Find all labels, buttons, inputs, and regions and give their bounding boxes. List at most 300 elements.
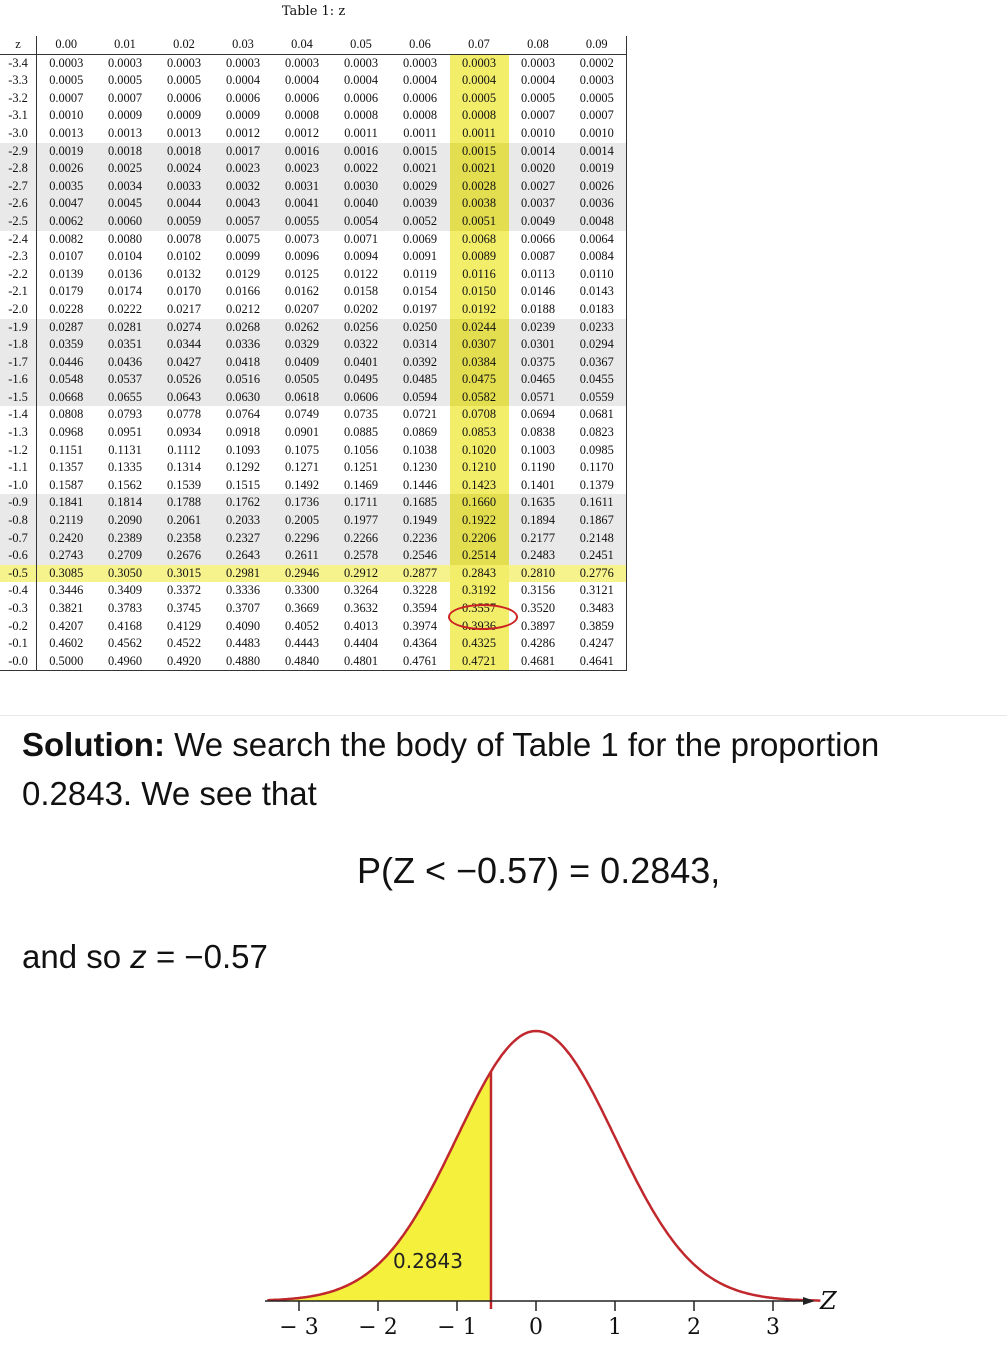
table-cell: 0.2843 [450,565,509,583]
table-row [0,213,627,231]
table-cell: 0.0082 [49,231,84,246]
table-cell: 0.0037 [520,196,556,211]
table-cell: 0.1894 [520,513,556,528]
table-cell: 0.0013 [49,125,84,140]
table-cell: 0.0630 [225,389,261,404]
table-cell: 0.3483 [568,600,627,618]
table-row [0,618,627,636]
table-cell: 0.0314 [402,337,438,352]
table-cell: 0.0011 [403,125,437,140]
table-cell: 0.2877 [402,565,438,580]
table-cell: 0.1401 [520,477,556,492]
table-cell: 0.1762 [225,495,261,510]
table-cell: 0.1685 [402,495,438,510]
table-cell: 0.0078 [166,231,202,246]
table-cell: 0.0548 [49,372,84,387]
table-cell: 0.0113 [521,266,555,281]
table-cell: 0.0005 [520,90,556,105]
table-cell: 0.3121 [568,582,627,600]
row-z-value: -0.7 [0,530,37,548]
table-cell: 0.1611 [568,494,627,512]
table-cell: 0.0015 [450,143,509,161]
table-cell: 0.0344 [166,337,202,352]
table-cell: 0.1814 [107,495,143,510]
table-cell: 0.2389 [107,530,143,545]
table-row [0,653,627,671]
z-table [0,36,627,671]
row-z-value: -3.3 [0,72,37,90]
table-cell: 0.0044 [166,196,202,211]
table-cell: 0.0192 [450,301,509,319]
table-cell: 0.0008 [284,108,320,123]
table-cell: 0.0582 [450,389,509,407]
table-cell: 0.0003 [49,55,84,70]
table-cell: 0.1379 [568,477,627,495]
row-z-value: -0.1 [0,635,37,653]
z-axis-tick-label: − 3 [279,1315,319,1340]
table-cell: 0.0154 [402,284,438,299]
table-cell: 0.0094 [343,249,379,264]
table-cell: 0.3336 [225,583,261,598]
table-cell: 0.3156 [520,583,556,598]
table-cell: 0.0024 [166,161,202,176]
table-cell: 0.0885 [343,425,379,440]
table-cell: 0.0594 [402,389,438,404]
table-cell: 0.0764 [225,407,261,422]
table-cell: 0.0183 [568,301,627,319]
solution-label: Solution: [22,726,165,763]
conclusion-prefix: and so [22,938,122,975]
table-cell: 0.0006 [284,90,320,105]
table-cell: 0.0003 [107,55,143,70]
table-cell: 0.0287 [49,319,84,334]
row-z-value: -0.5 [0,565,37,583]
table-cell: 0.2420 [49,530,84,545]
table-cell: 0.1170 [568,459,627,477]
table-cell: 0.0735 [343,407,379,422]
table-cell: 0.0401 [343,354,379,369]
table-cell: 0.0007 [568,107,627,125]
table-cell: 0.0043 [225,196,261,211]
table-cell: 0.0004 [343,73,379,88]
table-cell: 0.0409 [284,354,320,369]
table-cell: 0.0418 [225,354,261,369]
table-cell: 0.0052 [402,213,438,228]
table-cell: 0.1357 [49,460,84,475]
table-cell: 0.0030 [343,178,379,193]
table-row [0,283,627,301]
table-cell: 0.0158 [343,284,379,299]
row-z-value: -0.2 [0,618,37,636]
row-z-value: -0.8 [0,512,37,530]
table-cell: 0.0139 [49,266,84,281]
table-cell: 0.4920 [155,653,214,671]
table-cell: 0.0026 [568,178,627,196]
conclusion-line [22,938,268,976]
table-row [0,424,627,442]
table-cell: 0.4168 [107,618,143,633]
table-cell: 0.0170 [166,284,202,299]
row-z-value: -2.6 [0,195,37,213]
table-cell: 0.4483 [225,636,261,651]
z-table-body [0,54,627,671]
table-cell: 0.0089 [450,248,509,266]
table-cell: 0.0985 [568,442,627,460]
table-cell: 0.3050 [107,565,143,580]
row-z-value: -2.2 [0,266,37,284]
row-z-value: -0.9 [0,494,37,512]
table-cell: 0.0025 [107,161,143,176]
table-cell: 0.2578 [343,548,379,563]
table-cell: 0.2033 [225,513,261,528]
table-cell: 0.0301 [520,337,556,352]
table-cell: 0.0015 [402,143,438,158]
header-col-0.03: 0.03 [214,36,273,54]
table-cell: 0.0060 [107,213,143,228]
table-cell: 0.2643 [225,548,261,563]
table-row [0,477,627,495]
table-cell: 0.0003 [450,54,509,72]
row-z-value: -1.0 [0,477,37,495]
row-z-value: -0.0 [0,653,37,671]
table-cell: 0.0003 [166,55,202,70]
table-cell: 0.0003 [343,55,379,70]
table-cell: 0.3520 [520,601,556,615]
table-cell: 0.1562 [107,477,143,492]
table-cell: 0.0250 [402,319,438,334]
table-cell: 0.0014 [520,143,556,158]
z-axis-tick-label: 0 [529,1315,543,1340]
table-cell: 0.0073 [284,231,320,246]
z-table-header-row [0,36,627,54]
table-cell: 0.0051 [450,213,509,231]
table-cell: 0.4801 [332,653,391,671]
table-cell: 0.0217 [166,301,202,316]
table-cell: 0.0143 [568,283,627,301]
header-col-0.01: 0.01 [96,36,155,54]
table-cell: 0.0212 [225,301,261,316]
table-cell: 0.3859 [568,618,627,636]
table-cell: 0.2236 [402,530,438,545]
table-cell: 0.0197 [402,301,438,316]
table-cell: 0.0367 [568,354,627,372]
table-cell: 0.0018 [107,143,143,158]
z-axis-label: Z [820,1287,837,1315]
table-cell: 0.0668 [49,389,84,404]
table-cell: 0.0045 [107,196,143,211]
table-cell: 0.4562 [107,636,143,651]
table-cell: 0.0281 [107,319,143,334]
row-z-value: -1.2 [0,442,37,460]
table-cell: 0.1230 [402,460,438,475]
table-cell: 0.0262 [284,319,320,334]
equation-equals: = [569,850,591,891]
table-cell: 0.0048 [568,213,627,231]
table-cell: 0.0016 [343,143,379,158]
table-cell: 0.4129 [166,618,202,633]
table-cell: 0.3936 [450,618,509,636]
table-cell: 0.0021 [450,160,509,178]
table-cell: 0.0838 [520,425,556,440]
table-cell: 0.0075 [225,231,261,246]
row-z-value: -3.4 [0,54,37,72]
table-cell: 0.0009 [107,108,143,123]
table-cell: 0.0035 [49,178,84,193]
table-cell: 0.0708 [450,406,509,424]
table-cell: 0.3300 [284,583,320,598]
table-cell: 0.0064 [568,231,627,249]
table-cell: 0.0968 [49,425,84,440]
table-cell: 0.2061 [166,513,202,528]
table-cell: 0.1867 [568,512,627,530]
table-cell: 0.0110 [568,266,627,284]
z-table-container [0,36,627,671]
table-cell: 0.0003 [402,55,438,70]
table-cell: 0.0004 [402,73,438,88]
table-row [0,107,627,125]
table-cell: 0.0047 [49,196,84,211]
row-z-value: -0.6 [0,547,37,565]
table-cell: 0.0007 [520,108,556,123]
table-row [0,459,627,477]
table-cell: 0.0099 [225,249,261,264]
table-cell: 0.0012 [284,125,320,140]
table-cell: 0.2358 [166,530,202,545]
section-divider [0,715,1007,716]
normal-curve [267,1031,820,1301]
table-cell: 0.0005 [450,90,509,108]
row-z-value: -2.4 [0,231,37,249]
table-cell: 0.0008 [402,108,438,123]
table-cell: 0.1151 [49,442,84,457]
table-cell: 0.0256 [343,319,379,334]
header-col-0.04: 0.04 [273,36,332,54]
table-row [0,547,627,565]
table-cell: 0.2743 [49,548,84,563]
table-cell: 0.0901 [284,425,320,440]
table-cell: 0.1539 [166,477,202,492]
table-row [0,565,627,583]
table-row [0,195,627,213]
table-row [0,389,627,407]
table-cell: 0.0336 [225,337,261,352]
table-cell: 0.0033 [166,178,202,193]
table-cell: 0.0351 [107,337,143,352]
table-cell: 0.0618 [284,389,320,404]
table-row [0,178,627,196]
table-cell: 0.0059 [166,213,202,228]
table-row [0,494,627,512]
table-cell: 0.0793 [107,407,143,422]
table-cell: 0.0681 [568,406,627,424]
table-cell: 0.0244 [450,319,509,337]
table-cell: 0.0008 [343,108,379,123]
table-cell: 0.0096 [284,249,320,264]
table-cell: 0.3446 [49,583,84,598]
table-cell: 0.3594 [402,601,438,615]
header-col-0.05: 0.05 [332,36,391,54]
table-cell: 0.0041 [284,196,320,211]
equation-lhs: P(Z < −0.57) [357,850,560,891]
table-cell: 0.0869 [402,425,438,440]
table-cell: 0.0011 [344,125,378,140]
table-cell: 0.1131 [108,442,142,457]
header-col-0.07: 0.07 [450,36,509,54]
table-row [0,319,627,337]
table-cell: 0.0020 [520,161,556,176]
table-cell: 0.0006 [343,90,379,105]
table-cell: 0.0013 [107,125,143,140]
table-cell: 0.1271 [284,460,320,475]
table-cell: 0.4013 [343,618,379,633]
table-cell: 0.0003 [568,72,627,90]
table-cell: 0.0008 [450,107,509,125]
table-cell: 0.0016 [284,143,320,158]
table-row [0,512,627,530]
probability-equation [357,850,720,892]
row-z-value: -1.6 [0,371,37,389]
table-cell: 0.1635 [520,495,556,510]
table-cell: 0.2148 [568,530,627,548]
table-cell: 0.0808 [49,407,84,422]
table-row [0,301,627,319]
table-row [0,582,627,600]
table-cell: 0.0537 [107,372,143,387]
table-cell: 0.3085 [49,565,84,580]
table-cell: 0.1446 [402,477,438,492]
table-cell: 0.4207 [49,618,84,633]
table-cell: 0.0031 [284,178,320,193]
table-cell: 0.0475 [450,371,509,389]
table-cell: 0.4522 [166,636,202,651]
row-z-value: -1.8 [0,336,37,354]
table-cell: 0.0125 [284,266,320,281]
row-z-value: -2.1 [0,283,37,301]
table-cell: 0.0294 [568,336,627,354]
table-cell: 0.2981 [225,565,261,580]
table-cell: 0.0019 [49,143,84,158]
table-cell: 0.4364 [402,636,438,651]
z-axis-tick-label: − 1 [437,1315,477,1340]
row-z-value: -3.2 [0,90,37,108]
table-cell: 0.4325 [450,635,509,653]
table-cell: 0.0034 [107,178,143,193]
row-z-value: -2.8 [0,160,37,178]
table-cell: 0.1660 [450,494,509,512]
row-z-value: -3.0 [0,125,37,143]
table-row [0,354,627,372]
solution-text: We search the body of Table 1 for the proportion 0.2843. We see that [22,726,880,812]
table-cell: 0.1423 [450,477,509,495]
table-cell: 0.0003 [284,55,320,70]
table-cell: 0.0606 [343,389,379,404]
table-cell: 0.1020 [450,442,509,460]
table-cell: 0.0023 [225,161,261,176]
table-cell: 0.0004 [520,73,556,88]
table-cell: 0.0010 [520,125,556,140]
table-cell: 0.3557 [450,600,509,618]
table-cell: 0.4286 [520,636,556,651]
table-cell: 0.1292 [225,460,261,475]
table-cell: 0.0002 [568,54,627,72]
table-cell: 0.1075 [284,442,320,457]
table-cell: 0.0934 [166,425,202,440]
table-cell: 0.0005 [49,73,84,88]
table-cell: 0.3783 [107,601,143,615]
table-cell: 0.0505 [284,372,320,387]
table-cell: 0.2451 [568,547,627,565]
table-row [0,125,627,143]
table-row [0,248,627,266]
table-cell: 0.1977 [343,513,379,528]
header-col-0.08: 0.08 [509,36,568,54]
conclusion-variable: z [130,938,147,975]
table-cell: 0.3015 [166,565,202,580]
table-cell: 0.3409 [107,583,143,598]
table-cell: 0.0003 [225,55,261,70]
table-cell: 0.3632 [343,601,379,615]
table-cell: 0.0018 [166,143,202,158]
table-cell: 0.0005 [568,90,627,108]
header-col-0.06: 0.06 [391,36,450,54]
table-cell: 0.1056 [343,442,379,457]
table-cell: 0.0084 [568,248,627,266]
table-cell: 0.2946 [284,565,320,580]
z-axis-arrow [803,1297,815,1305]
table-cell: 0.0007 [49,90,84,105]
table-cell: 0.0427 [166,354,202,369]
table-cell: 0.0166 [225,284,261,299]
table-row [0,600,627,618]
normal-curve-figure [0,1000,1007,1369]
table-cell: 0.1788 [166,495,202,510]
table-cell: 0.0268 [225,319,261,334]
table-cell: 0.0080 [107,231,143,246]
table-cell: 0.0032 [225,178,261,193]
table-cell: 0.0322 [343,337,379,352]
table-cell: 0.0485 [402,372,438,387]
table-cell: 0.4641 [568,653,627,671]
table-cell: 0.0057 [225,213,261,228]
table-cell: 0.2611 [285,548,319,563]
table-cell: 0.2266 [343,530,379,545]
table-cell: 0.2676 [166,548,202,563]
z-axis-tick-label: − 2 [358,1315,398,1340]
table-cell: 0.0013 [166,125,202,140]
table-cell: 0.0274 [166,319,202,334]
table-cell: 0.0040 [343,196,379,211]
table-cell: 0.0455 [568,371,627,389]
table-cell: 0.4681 [509,653,568,671]
z-axis-tick-label: 1 [608,1315,622,1340]
table-cell: 0.0918 [225,425,261,440]
table-cell: 0.0091 [402,249,438,264]
row-z-value: -2.5 [0,213,37,231]
area-label: 0.2843 [393,1249,463,1273]
table-cell: 0.0021 [402,161,438,176]
table-cell: 0.2483 [520,548,556,563]
table-cell: 0.2810 [520,565,556,580]
table-cell: 0.0017 [225,143,261,158]
table-cell: 0.1492 [284,477,320,492]
table-cell: 0.3192 [450,582,509,600]
table-cell: 0.0823 [568,424,627,442]
solution-paragraph [22,720,992,818]
table-cell: 0.0749 [284,407,320,422]
table-cell: 0.0014 [568,143,627,161]
table-cell: 0.0038 [450,195,509,213]
table-cell: 0.0146 [520,284,556,299]
